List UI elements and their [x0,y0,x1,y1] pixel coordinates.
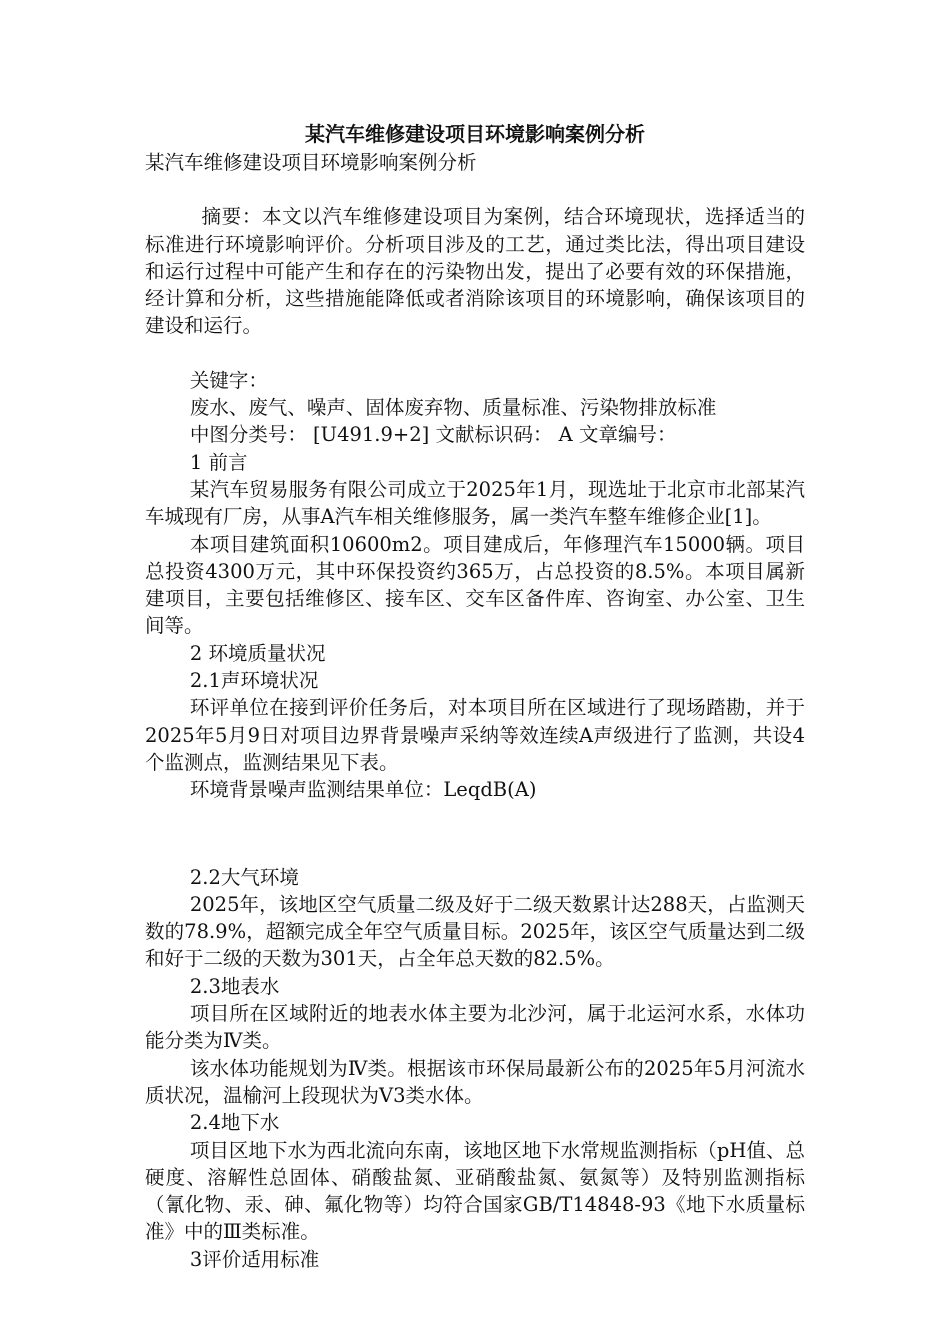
section-heading: 3评价适用标准 [189,1247,320,1271]
body-paragraph: 本项目建筑面积10600m2。项目建成后，年修理汽车15000辆。项目总投资4300万元，其中环保投资约365万，占总投资的8.5%。本项目属新建项目，主要包括维修区、接车区、交车区备件库、咨询室、办公室、卫生间等。 [145,532,805,638]
document-page [145,120,805,1273]
subsection-heading: 2.4地下水 [189,1111,280,1135]
body-paragraph: 项目区地下水为西北流向东南，该地区地下水常规监测指标（pH值、总硬度、溶解性总固体、硝酸盐氮、亚硝酸盐氮、氨氮等）及特别监测指标（氰化物、汞、砷、氟化物等）均符合国家GB/T14848-93《地下水质量标准》中的Ⅲ类标准。 [145,1138,805,1244]
body-paragraph: 环评单位在接到评价任务后，对本项目所在区域进行了现场踏勘，并于2025年5月9日对项目边界背景噪声采纳等效连续A声级进行了监测，共设4个监测点，监测结果见下表。 [145,696,805,774]
subsection-heading: 2.2大气环境 [189,865,299,889]
abstract-paragraph: 摘要：本文以汽车维修建设项目为案例，结合环境现状，选择适当的标准进行环境影响评价。分析项目涉及的工艺，通过类比法，得出项目建设和运行过程中可能产生和存在的污染物出发，提出了必要有效的环保措施，经计算和分析，这些措施能降低或者消除该项目的环境影响，确保该项目的建设和运行。 [145,205,805,338]
table-caption: 环境背景噪声监测结果单位：LeqdB(A) [189,778,537,802]
spacer [145,176,805,203]
subsection-heading: 2.3地表水 [189,974,280,998]
body-paragraph: 项目所在区域附近的地表水体主要为北沙河，属于北运河水系，水体功能分类为Ⅳ类。 [145,1002,805,1053]
section-heading: 2 环境质量状况 [189,641,326,665]
body-paragraph: 2025年，该地区空气质量二级及好于二级天数累计达288天，占监测天数的78.9%，超额完成全年空气质量目标。2025年，该区空气质量达到二级和好于二级的天数为301天，占全年总天数的82.5%。 [145,892,805,971]
keywords-label: 关键字： [189,368,268,392]
classification-line: 中图分类号： [U491.9+2] 文献标识码： A 文章编号： [189,423,677,447]
keywords-list: 废水、废气、噪声、固体废弃物、质量标准、污染物排放标准 [189,396,717,420]
body-paragraph: 某汽车贸易服务有限公司成立于2025年1月，现选址于北京市北部某汽车城现有厂房，从事A汽车相关维修服务，属一类汽车整车维修企业[1]。 [145,477,805,529]
spacer [145,340,805,367]
section-heading: 1 前言 [189,450,248,474]
document-subtitle: 某汽车维修建设项目环境影响案例分析 [145,151,477,174]
body-paragraph: 该水体功能规划为Ⅳ类。根据该市环保局最新公布的2025年5月河流水质状况，温榆河上段现状为Ⅴ3类水体。 [145,1056,805,1107]
spacer [145,804,805,864]
document-title: 某汽车维修建设项目环境影响案例分析 [305,122,645,146]
subsection-heading: 2.1声环境状况 [189,669,319,693]
